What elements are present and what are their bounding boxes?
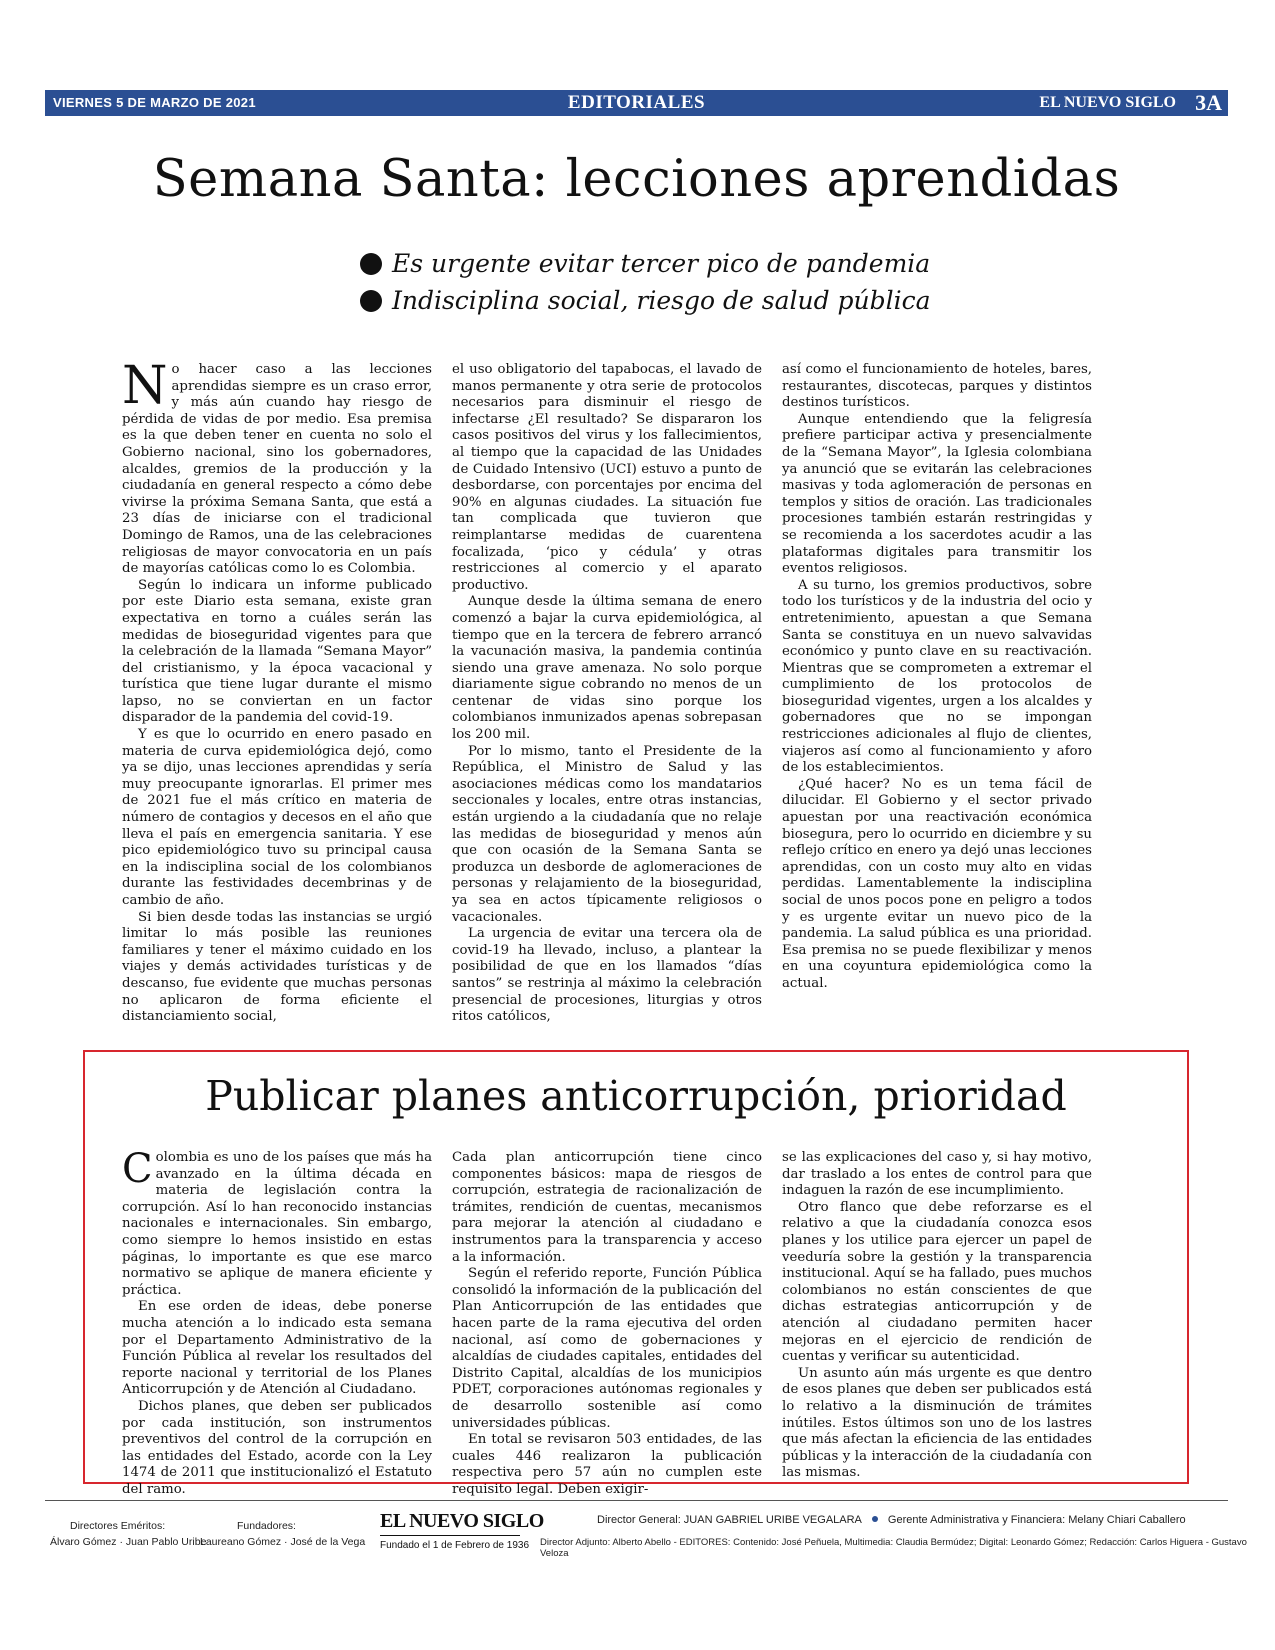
editorial2-column-1 xyxy=(122,1146,432,1498)
footer-directors: Álvaro Gómez · Juan Pablo Uribe xyxy=(50,1536,207,1548)
footer-logo: EL NUEVO SIGLO xyxy=(380,1510,544,1532)
paragraph: Dichos planes, que deben ser publicados por cada institución, son instrumentos preventivos del control de la corrupción en las entidades del Estado, acorde con la Ley 1474 de 2011 que institucionalizó el Estatuto del ramo. xyxy=(122,1398,432,1497)
paragraph-text: olombia es uno de los países que más ha avanzado en la última década en materia de legislación contra la corrupción. Así lo han reconocido instancias nacionales e internacionales. Sin embargo, como siempre lo hemos insistido en estas páginas, lo importante es que ese marco normativo se aplique de manera eficiente y práctica. xyxy=(122,1150,432,1298)
paragraph: En total se revisaron 503 entidades, de las cuales 446 realizaron la publicación respectiva pero 57 aún no cumplen este requisito legal. Deben exigir- xyxy=(452,1432,762,1497)
header-page-number: 3A xyxy=(1195,90,1222,115)
editorial1-column-1 xyxy=(122,356,432,1026)
paragraph: así como el funcionamiento de hoteles, bares, restaurantes, discotecas, parques y distintos destinos turísticos. xyxy=(782,362,1092,411)
subtitle-text: Indisciplina social, riesgo de salud pública xyxy=(392,286,931,315)
subtitle-line xyxy=(360,282,1060,319)
paragraph: Y es que lo ocurrido en enero pasado en materia de curva epidemiológica dejó, como ya se dijo, unas lecciones aprendidas y sería muy preocupante ignorarlas. El primer mes de 2021 fue el más crítico en materia de número de contagios y decesos en el año que lleva el país en emergencia sanitaria. Y ese pico epidemiológico tuvo su principal causa en la indisciplina social de los colombianos durante las festividades decembrinas y de cambio de año. xyxy=(122,727,432,908)
bullet-icon xyxy=(872,1516,878,1522)
paragraph: La urgencia de evitar una tercera ola de covid-19 ha llevado, incluso, a plantear la posibilidad de que en los llamados “días santos” se restrinja al máximo la celebración presencial de procesiones, liturgias y otros ritos católicos, xyxy=(452,926,762,1025)
footer-founders: Laureano Gómez · José de la Vega xyxy=(200,1536,366,1548)
footer-logo-rule xyxy=(380,1535,520,1536)
paragraph: Según lo indicara un informe publicado por este Diario esta semana, existe gran expectativa en torno a cuáles serán las medidas de bioseguridad vigentes para que la celebración de la llamada “Semana Mayor” del cristianismo, y la época vacacional y turística que tiene lugar durante el mismo lapso, no se conviertan en un factor disparador de la pandemia del covid-19. xyxy=(122,577,432,726)
header-paper-name: EL NUEVO SIGLO xyxy=(1039,94,1176,111)
footer-mastheads xyxy=(597,1514,1186,1526)
drop-cap: C xyxy=(122,1146,153,1192)
footer-divider xyxy=(45,1500,1228,1501)
paragraph: A su turno, los gremios productivos, sobre todo los turísticos y de la industria del ocio y entretenimiento, apuestan a que Semana Santa se constituya en un nuevo salvavidas económico y punto clave en su reactivación. Mientras que se comprometen a extremar el cumplimiento de los protocolos de bioseguridad vigentes, urgen a los alcaldes y gobernadores que no se impongan restricciones adicionales al flujo de clientes, viajeros así como al funcionamiento y aforo de los establecimientos. xyxy=(782,577,1092,776)
footer-founders-label: Fundadores: xyxy=(237,1520,296,1532)
paragraph-text: o hacer caso a las lecciones aprendidas siempre es un craso error, y más aún cuando hay riesgo de pérdida de vidas de por medio. Esa premisa es la que deben tener en cuenta no solo el Gobierno nacional, sino los gobernadores, alcaldes, gremios de la producción y la ciudadanía en general respecto a cómo debe vivirse la próxima Semana Santa, que está a 23 días de iniciarse con el tradicional Domingo de Ramos, una de las celebraciones religiosas de mayor convocatoria en un país de mayorías católicas como lo es Colombia. xyxy=(122,362,432,577)
drop-cap: N xyxy=(122,356,168,416)
paragraph: Por lo mismo, tanto el Presidente de la República, el Ministro de Salud y las asociaciones médicas como los mandatarios seccionales y locales, entre otras instancias, están urgiendo a la ciudadanía que no relaje las medidas de bioseguridad y menos aún que con ocasión de la Semana Santa se produzca un desborde de aglomeraciones de personas y relajamiento de la bioseguridad, ya sea en actos típicamente religiosos o vacacionales. xyxy=(452,743,762,925)
bullet-icon xyxy=(360,290,382,312)
header-date: VIERNES 5 DE MARZO DE 2021 xyxy=(53,95,256,110)
footer-directors-label: Directores Eméritos: xyxy=(70,1520,166,1532)
paragraph: Cada plan anticorrupción tiene cinco componentes básicos: mapa de riesgos de corrupción, estrategia de racionalización de trámites, rendición de cuentas, mecanismos para mejorar la atención al ciudadano e instrumentos para la transparencia y acceso a la información. xyxy=(452,1150,762,1265)
paragraph xyxy=(122,356,432,578)
footer-gerente: Gerente Administrativa y Financiera: Melany Chiari Caballero xyxy=(887,1514,1186,1526)
paragraph xyxy=(122,1146,432,1299)
footer-founded: Fundado el 1 de Febrero de 1936 xyxy=(380,1540,529,1551)
paragraph: Un asunto aún más urgente es que dentro de esos planes que deben ser publicados está lo relativo a la disminución de trámites inútiles. Estos últimos son uno de los lastres que más afectan la eficiencia de las entidades públicas y la interacción de la ciudadanía con las mismas. xyxy=(782,1365,1092,1481)
paragraph: Otro flanco que debe reforzarse es el relativo a que la ciudadanía conozca esos planes y los utilice para ejercer un papel de veeduría sobre la gestión y la transparencia institucional. Aquí se ha fallado, pues muchos colombianos no están conscientes de que dichas estrategias anticorrupción y de atención al ciudadano permiten hacer mejoras en el ejercicio de rendición de cuentas y verificar su autenticidad. xyxy=(782,1199,1092,1365)
paragraph: se las explicaciones del caso y, si hay motivo, dar traslado a los entes de control para que indaguen la razón de ese incumplimiento. xyxy=(782,1150,1092,1199)
paragraph: ¿Qué hacer? No es un tema fácil de dilucidar. El Gobierno y el sector privado apuestan por una reactivación económica biosegura, pero lo ocurrido en diciembre y su reflejo crítico en enero ya dejó unas lecciones aprendidas, con un costo muy alto en vidas perdidas. Lamentablemente la indisciplina social de unos pocos pone en peligro a todos y es urgente evitar un nuevo pico de la pandemia. La salud pública es una prioridad. Esa premisa no se puede flexibilizar y menos en una coyuntura epidemiológica como la actual. xyxy=(782,776,1092,991)
editorial1-column-3 xyxy=(782,362,1092,993)
editorial1-title: Semana Santa: lecciones aprendidas xyxy=(152,150,1121,209)
page-header-bar xyxy=(45,90,1228,116)
editorial2-title: Publicar planes anticorrupción, prioridad xyxy=(205,1072,1067,1120)
editorial2-column-3 xyxy=(782,1150,1092,1482)
subtitle-text: Es urgente evitar tercer pico de pandemia xyxy=(392,249,931,278)
editorial2-column-2 xyxy=(452,1150,762,1498)
paragraph: Según el referido reporte, Función Pública consolidó la información de la publicación del Plan Anticorrupción de las entidades que hacen parte de la rama ejecutiva del orden nacional, así como de gobernaciones y alcaldías de ciudades capitales, entidades del Distrito Capital, alcaldías de los municipios PDET, corporaciones autónomas regionales y de desarrollo sostenible así como universidades públicas. xyxy=(452,1266,762,1431)
footer-staff: Director Adjunto: Alberto Abello - EDITORES: Contenido: José Peñuela, Multimedia: Claudia Bermúdez; Digital: Leonardo Gómez; Redacción: Carlos Higuera - Gustavo Veloza xyxy=(540,1537,1247,1559)
subtitle-line xyxy=(360,245,1060,282)
editorial1-subtitles xyxy=(360,245,1060,319)
footer-director-general: Director General: JUAN GABRIEL URIBE VEGALARA xyxy=(597,1514,862,1526)
paragraph: Aunque desde la última semana de enero comenzó a bajar la curva epidemiológica, al tiempo que en la tercera de febrero arrancó la vacunación masiva, la pandemia continúa siendo una grave amenaza. No solo porque diariamente sigue cobrando no menos de un centenar de vidas sino porque los colombianos inmunizados apenas sobrepasan los 200 mil. xyxy=(452,594,762,743)
paragraph: Aunque entendiendo que la feligresía prefiere participar activa y presencialmente de la “Semana Mayor”, la Iglesia colombiana ya anunció que se evitarán las celebraciones masivas y toda aglomeración de personas en templos y sitios de oración. Las tradicionales procesiones también estarán restringidas y se recomienda a los sacerdotes acudir a las plataformas digitales para transmitir los eventos religiosos. xyxy=(782,411,1092,577)
editorial1-column-2 xyxy=(452,362,762,1026)
bullet-icon xyxy=(360,253,382,275)
paragraph: el uso obligatorio del tapabocas, el lavado de manos permanente y otra serie de protocolos necesarios para disminuir el riesgo de infectarse ¿El resultado? Se dispararon los casos positivos del virus y los fallecimientos, al tiempo que la capacidad de las Unidades de Cuidado Intensivo (UCI) estuvo a punto de desbordarse, con porcentajes por encima del 90% en algunas ciudades. La situación fue tan complicada que tuvieron que reimplantarse medidas de cuarentena focalizada, ‘pico y cédula’ y otras restricciones al comercio y el aparato productivo. xyxy=(452,362,762,593)
paragraph: Si bien desde todas las instancias se urgió limitar lo más posible las reuniones familiares y tener el máximo cuidado en los viajes y demás actividades turísticas y de descanso, fue evidente que muchas personas no aplicaron de forma eficiente el distanciamiento social, xyxy=(122,909,432,1025)
paragraph: En ese orden de ideas, debe ponerse mucha atención a lo indicado esta semana por el Departamento Administrativo de la Función Pública al revelar los resultados del reporte nacional y territorial de los Planes Anticorrupción y de Atención al Ciudadano. xyxy=(122,1299,432,1398)
header-section: EDITORIALES xyxy=(567,92,706,113)
